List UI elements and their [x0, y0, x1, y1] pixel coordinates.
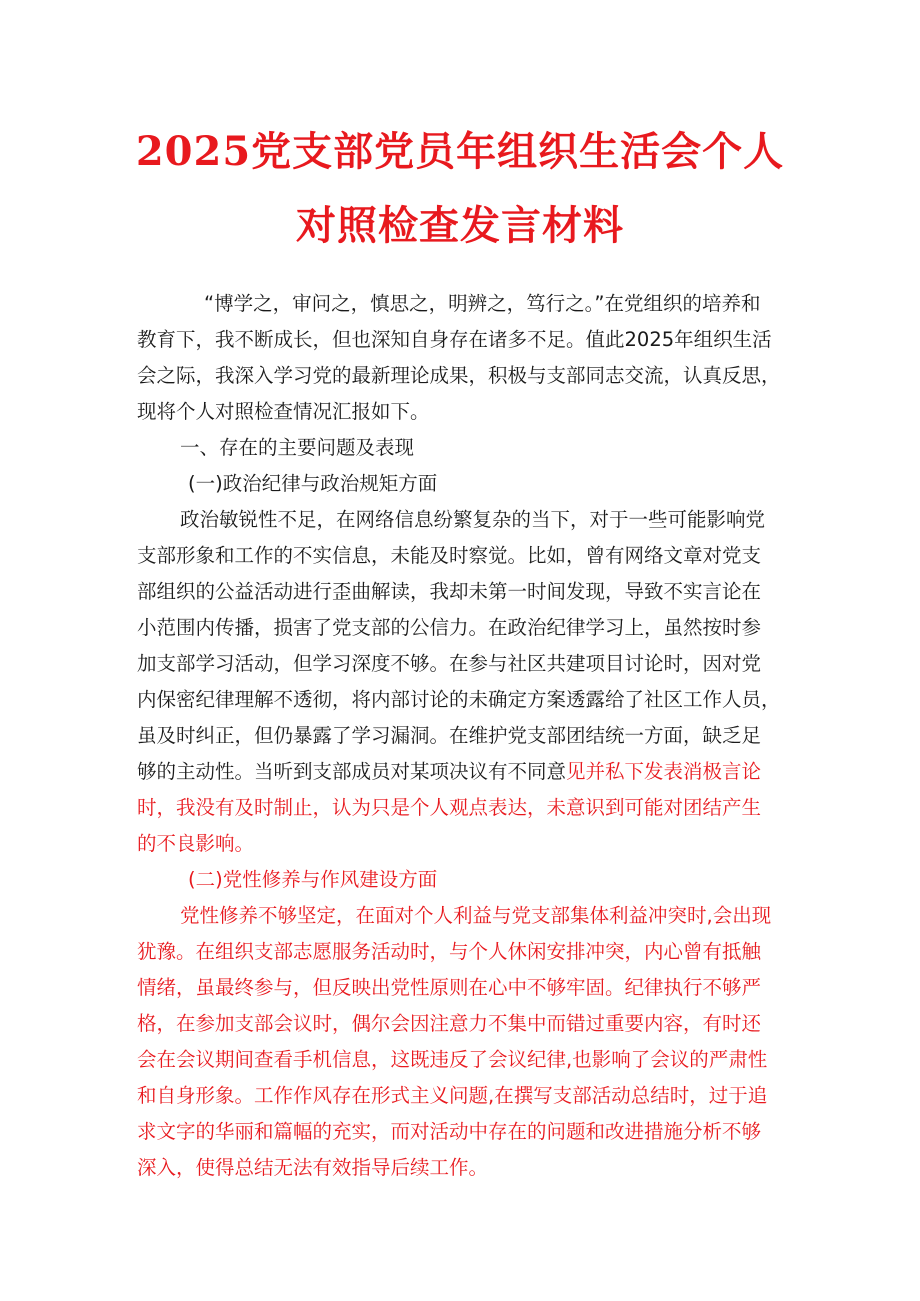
- paragraph-party-line-7: 求文字的华丽和篇幅的充实，而对活动中存在的问题和改进措施分析不够: [137, 1120, 762, 1143]
- document-title-line-2: 对照检查发言材料: [296, 202, 624, 249]
- paragraph-party-line-1: 党性修养不够坚定，在面对个人利益与党支部集体利益冲突时,会出现: [180, 904, 772, 927]
- paragraph-political-line-5: 加支部学习活动，但学习深度不够。在参与社区共建项目讨论时，因对党: [137, 652, 762, 675]
- paragraph-political-line-8-black: 够的主动性。当听到支部成员对某项决议有不同意: [137, 760, 567, 783]
- paragraph-intro-line-1: “博学之，审问之，慎思之，明辨之，笃行之。”在党组织的培养和: [204, 292, 761, 315]
- paragraph-political-line-6: 内保密纪律理解不透彻，将内部讨论的未确定方案透露给了社区工作人员，: [137, 688, 781, 711]
- paragraph-intro-line-3: 会之际，我深入学习党的最新理论成果，积极与支部同志交流，认真反思，: [137, 364, 781, 387]
- paragraph-party-line-3: 情绪，虽最终参与，但反映出党性原则在心中不够牢固。纪律执行不够严: [137, 976, 762, 999]
- paragraph-political-line-7: 虽及时纠正，但仍暴露了学习漏洞。在维护党支部团结统一方面，缺乏足: [137, 724, 762, 747]
- paragraph-political-line-8-red: 见并私下发表消极言论: [566, 760, 762, 783]
- subsection-heading-1: (一)政治纪律与政治规矩方面: [188, 472, 438, 495]
- paragraph-political-line-8: [137, 756, 761, 788]
- paragraph-party-line-6: 和自身形象。工作作风存在形式主义问题,在撰写支部活动总结时，过于追: [137, 1084, 768, 1107]
- paragraph-party-line-2: 犹豫。在组织支部志愿服务活动时，与个人休闲安排冲突，内心曾有抵触: [137, 940, 762, 963]
- paragraph-political-line-3: 部组织的公益活动进行歪曲解读，我却未第一时间发现，导致不实言论在: [137, 580, 762, 603]
- subsection-heading-2: (二)党性修养与作风建设方面: [188, 868, 438, 891]
- paragraph-political-line-2: 支部形象和工作的不实信息，未能及时察觉。比如，曾有网络文章对党支: [137, 544, 762, 567]
- paragraph-party-line-8: 深入，使得总结无法有效指导后续工作。: [137, 1156, 489, 1179]
- paragraph-intro-line-4: 现将个人对照检查情况汇报如下。: [137, 400, 430, 423]
- paragraph-party-line-4: 格，在参加支部会议时，偶尔会因注意力不集中而错过重要内容，有时还: [137, 1012, 762, 1035]
- document-title-line-1: 2025党支部党员年组织生活会个人: [135, 128, 785, 175]
- paragraph-political-line-9: 时，我没有及时制止，认为只是个人观点表达，未意识到可能对团结产生: [137, 796, 762, 819]
- paragraph-political-line-4: 小范围内传播，损害了党支部的公信力。在政治纪律学习上，虽然按时参: [137, 616, 762, 639]
- paragraph-party-line-5: 会在会议期间查看手机信息，这既违反了会议纪律,也影响了会议的严肃性: [137, 1048, 768, 1071]
- paragraph-political-line-10: 的不良影响。: [137, 832, 255, 855]
- section-heading: 一、存在的主要问题及表现: [180, 436, 415, 459]
- paragraph-political-line-1: 政治敏锐性不足，在网络信息纷繁复杂的当下，对于一些可能影响党: [180, 508, 766, 531]
- paragraph-intro-line-2: 教育下，我不断成长，但也深知自身存在诸多不足。值此2025年组织生活: [137, 328, 772, 351]
